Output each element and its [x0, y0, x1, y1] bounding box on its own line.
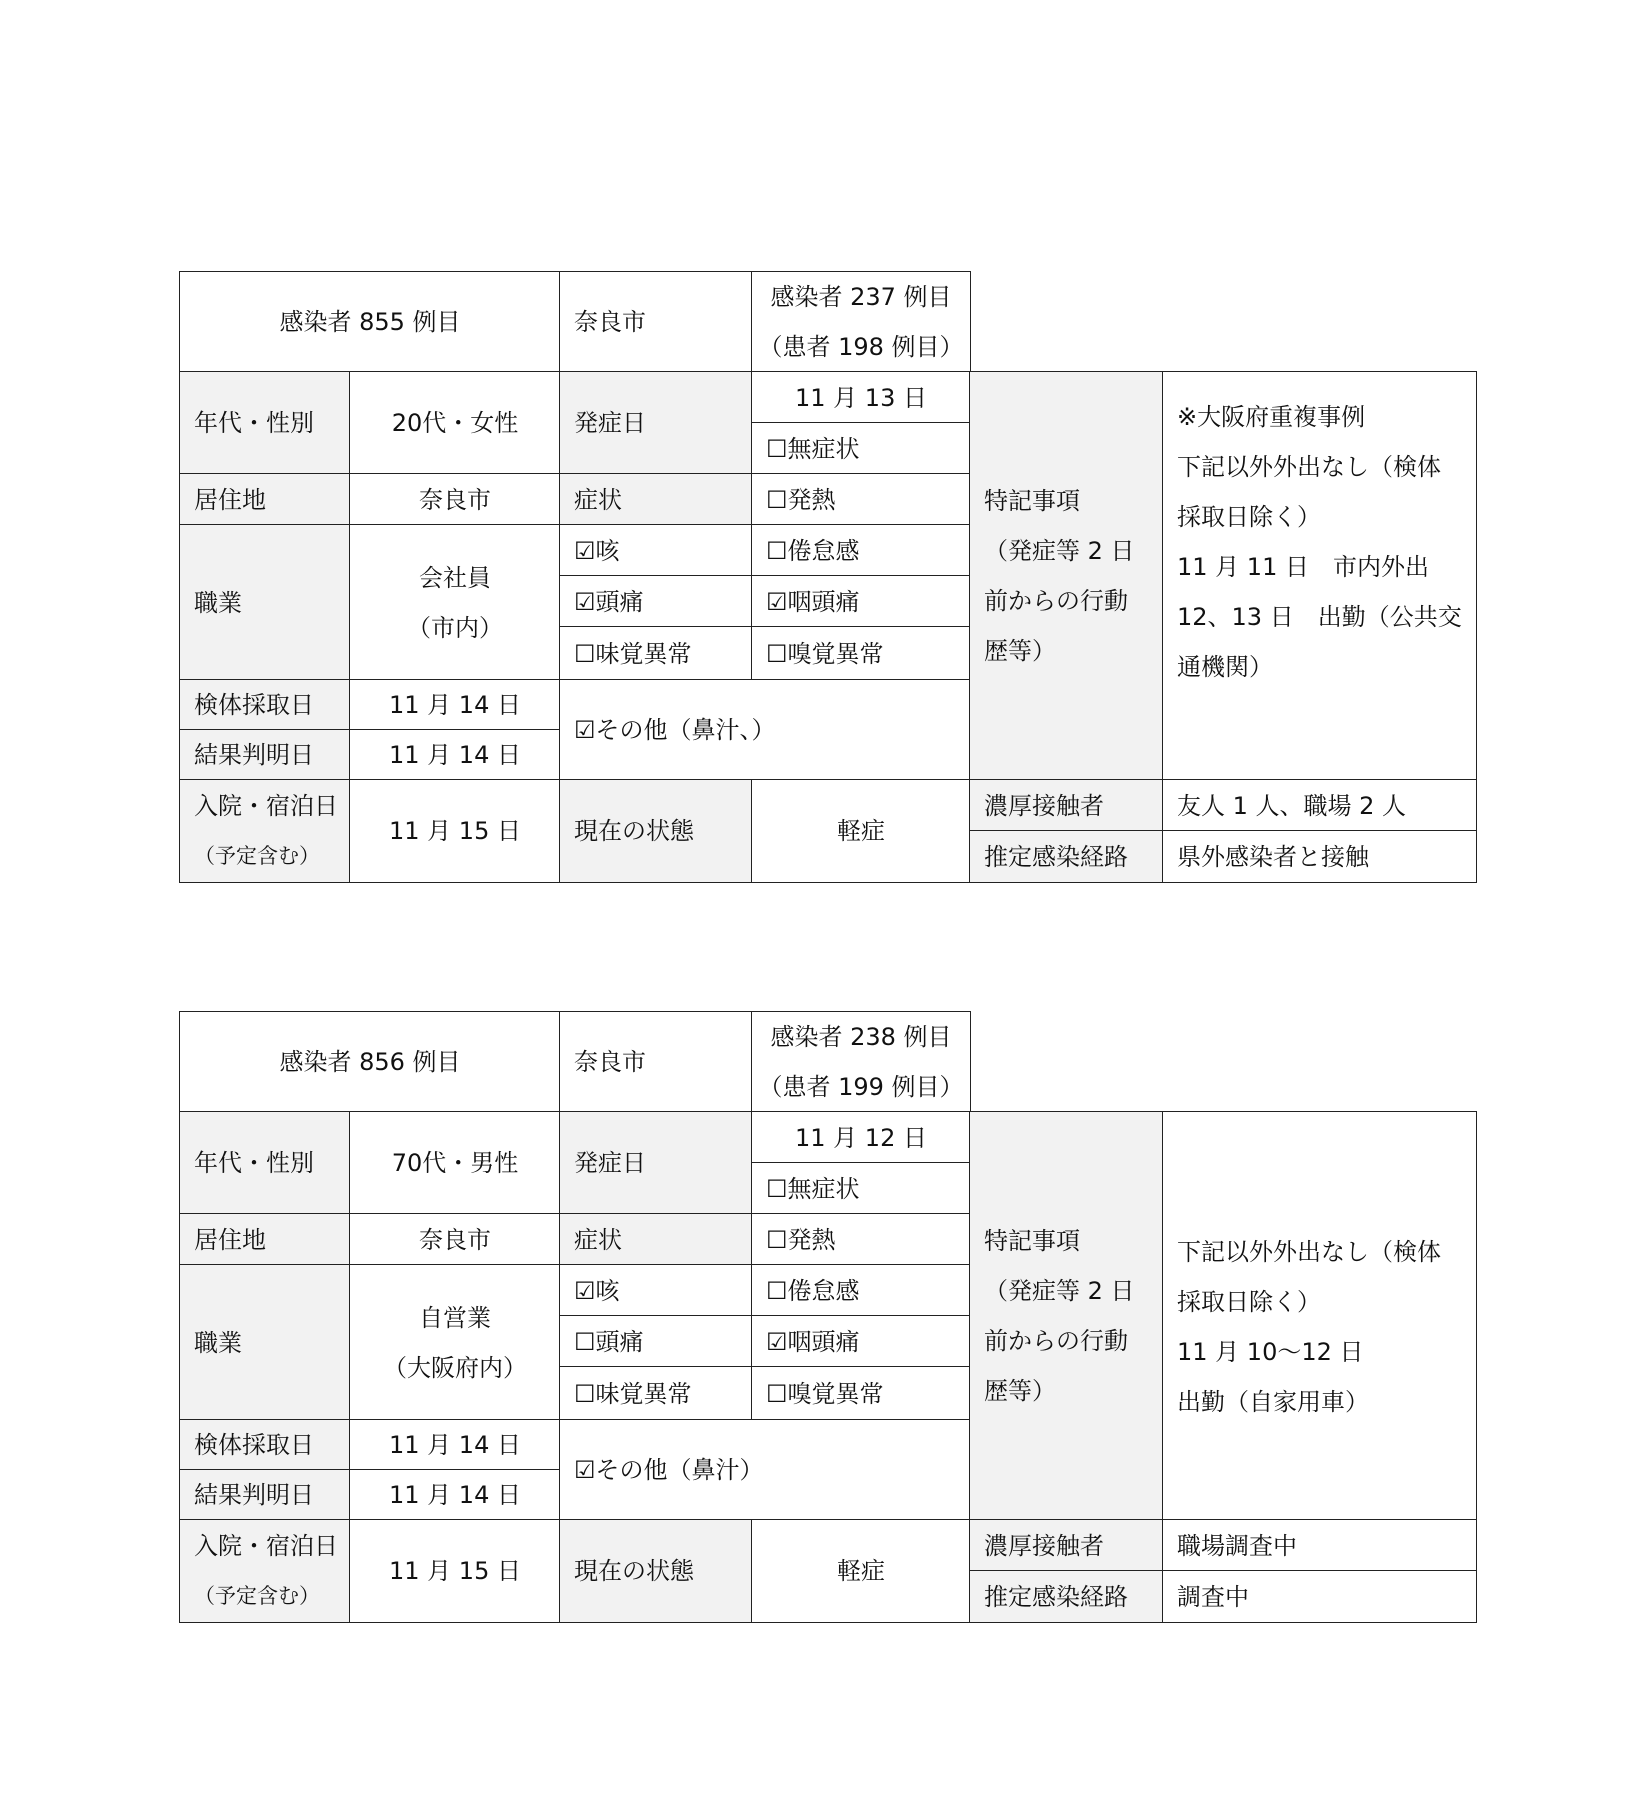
city-number-cell: 感染者 238 例目 （患者 199 例目）	[751, 1011, 971, 1113]
headache-checkbox: ☐頭痛	[559, 1315, 753, 1368]
fever-checkbox: ☐発熱	[751, 1213, 971, 1266]
city-number-cell: 感染者 237 例目 （患者 198 例目）	[751, 271, 971, 373]
result-date-label: 結果判明日	[179, 1469, 351, 1521]
fatigue-checkbox: ☐倦怠感	[751, 1264, 971, 1317]
cough-checkbox: ☑咳	[559, 524, 753, 577]
notes-value: ※大阪府重複事例 下記以外外出なし（検体 採取日除く） 11 月 11 日 市内外出 12、13 日 出勤（公共交 通機関）	[1162, 371, 1477, 781]
onset-value: 11 月 12 日	[751, 1111, 971, 1164]
symptoms-label: 症状	[559, 473, 753, 526]
taste-checkbox: ☐味覚異常	[559, 626, 753, 681]
result-date-label: 結果判明日	[179, 729, 351, 781]
notes-label: 特記事項 （発症等 2 日 前からの行動 歴等）	[969, 1111, 1164, 1521]
taste-checkbox: ☐味覚異常	[559, 1366, 753, 1421]
admission-date-label: 入院・宿泊日 （予定含む）	[179, 779, 351, 883]
occupation-label: 職業	[179, 524, 351, 681]
occupation-label: 職業	[179, 1264, 351, 1421]
smell-checkbox: ☐嗅覚異常	[751, 626, 971, 681]
asymptomatic-checkbox: ☐無症状	[751, 422, 971, 475]
infection-number-cell: 感染者 855 例目	[179, 271, 561, 373]
notes-label: 特記事項 （発症等 2 日 前からの行動 歴等）	[969, 371, 1164, 781]
age-sex-value: 70代・男性	[349, 1111, 561, 1215]
status-label: 現在の状態	[559, 779, 753, 883]
age-sex-label: 年代・性別	[179, 1111, 351, 1215]
sore-throat-checkbox: ☑咽頭痛	[751, 575, 971, 628]
close-contacts-value: 職場調査中	[1162, 1519, 1477, 1572]
occupation-value: 自営業 （大阪府内）	[349, 1264, 561, 1421]
sample-date-label: 検体採取日	[179, 1419, 351, 1471]
notes-value: 下記以外外出なし（検体 採取日除く） 11 月 10～12 日 出勤（自家用車）	[1162, 1111, 1477, 1521]
cough-checkbox: ☑咳	[559, 1264, 753, 1317]
sample-date-value: 11 月 14 日	[349, 1419, 561, 1471]
smell-checkbox: ☐嗅覚異常	[751, 1366, 971, 1421]
admission-date-label: 入院・宿泊日 （予定含む）	[179, 1519, 351, 1623]
headache-checkbox: ☑頭痛	[559, 575, 753, 628]
occupation-value: 会社員 （市内）	[349, 524, 561, 681]
result-date-value: 11 月 14 日	[349, 729, 561, 781]
residence-value: 奈良市	[349, 1213, 561, 1266]
case-table-855	[179, 271, 1479, 885]
residence-label: 居住地	[179, 473, 351, 526]
sample-date-label: 検体採取日	[179, 679, 351, 731]
infection-route-value: 県外感染者と接触	[1162, 830, 1477, 883]
other-symptoms-checkbox: ☑その他（鼻汁）	[559, 1419, 971, 1521]
residence-value: 奈良市	[349, 473, 561, 526]
fatigue-checkbox: ☐倦怠感	[751, 524, 971, 577]
result-date-value: 11 月 14 日	[349, 1469, 561, 1521]
infection-route-label: 推定感染経路	[969, 830, 1164, 883]
onset-label: 発症日	[559, 371, 753, 475]
close-contacts-label: 濃厚接触者	[969, 779, 1164, 832]
sample-date-value: 11 月 14 日	[349, 679, 561, 731]
city-cell: 奈良市	[559, 271, 753, 373]
age-sex-value: 20代・女性	[349, 371, 561, 475]
infection-number-cell: 感染者 856 例目	[179, 1011, 561, 1113]
other-symptoms-checkbox: ☑その他（鼻汁、）	[559, 679, 971, 781]
asymptomatic-checkbox: ☐無症状	[751, 1162, 971, 1215]
status-value: 軽症	[751, 1519, 971, 1623]
age-sex-label: 年代・性別	[179, 371, 351, 475]
residence-label: 居住地	[179, 1213, 351, 1266]
close-contacts-value: 友人 1 人、職場 2 人	[1162, 779, 1477, 832]
infection-route-label: 推定感染経路	[969, 1570, 1164, 1623]
symptoms-label: 症状	[559, 1213, 753, 1266]
close-contacts-label: 濃厚接触者	[969, 1519, 1164, 1572]
admission-date-value: 11 月 15 日	[349, 779, 561, 883]
onset-label: 発症日	[559, 1111, 753, 1215]
sore-throat-checkbox: ☑咽頭痛	[751, 1315, 971, 1368]
onset-value: 11 月 13 日	[751, 371, 971, 424]
status-value: 軽症	[751, 779, 971, 883]
infection-route-value: 調査中	[1162, 1570, 1477, 1623]
admission-date-value: 11 月 15 日	[349, 1519, 561, 1623]
city-cell: 奈良市	[559, 1011, 753, 1113]
status-label: 現在の状態	[559, 1519, 753, 1623]
case-table-856	[179, 1011, 1479, 1625]
fever-checkbox: ☐発熱	[751, 473, 971, 526]
